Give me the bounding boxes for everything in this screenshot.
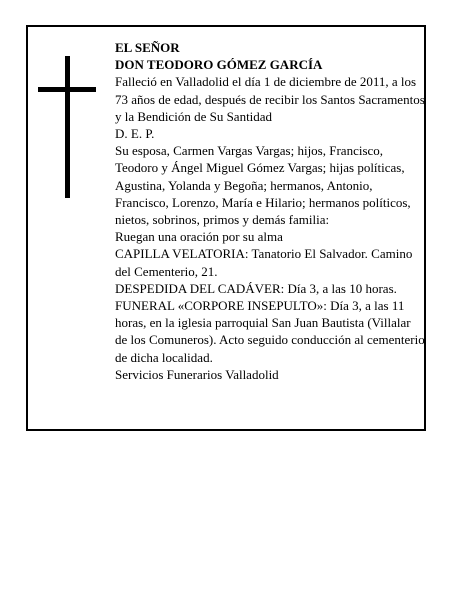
farewell-time: DESPEDIDA DEL CADÁVER: Día 3, a las 10 horas. [115, 280, 397, 296]
rip-abbreviation: D. E. P. [115, 126, 155, 142]
funeral-details: FUNERAL «CORPORE INSEPULTO»: Día 3, a las 11 horas, en la iglesia parroquial San Juan Bautista (Villalar de los Comuneros). Acto seguido conducción al cementerio de dicha localidad. [115, 298, 425, 365]
obituary-text [115, 39, 425, 383]
latin-cross-icon [38, 56, 96, 198]
wake-chapel: CAPILLA VELATORIA: Tanatorio El Salvador. Camino del Cementerio, 21. [115, 246, 413, 279]
prayer-request: Ruegan una oración por su alma [115, 229, 283, 245]
deceased-name: DON TEODORO GÓMEZ GARCÍA [115, 57, 323, 73]
obituary-title-line-1: EL SEÑOR [115, 40, 180, 55]
funeral-services-provider: Servicios Funerarios Valladolid [115, 366, 279, 382]
obituary-notice [26, 25, 426, 431]
family-list: Su esposa, Carmen Vargas Vargas; hijos, Francisco, Teodoro y Ángel Miguel Gómez Vargas; hijas políticas, Agustina, Yolanda y Begoña; hermanos, Antonio, Francisco, Lorenzo, María e Hilario; hermanos políticos, nietos, sobrinos, primos y demás familia: [115, 143, 411, 228]
death-announcement: Falleció en Valladolid el día 1 de diciembre de 2011, a los 73 años de edad, después de recibir los Santos Sacramentos y la Bendición de Su Santidad [115, 74, 425, 124]
